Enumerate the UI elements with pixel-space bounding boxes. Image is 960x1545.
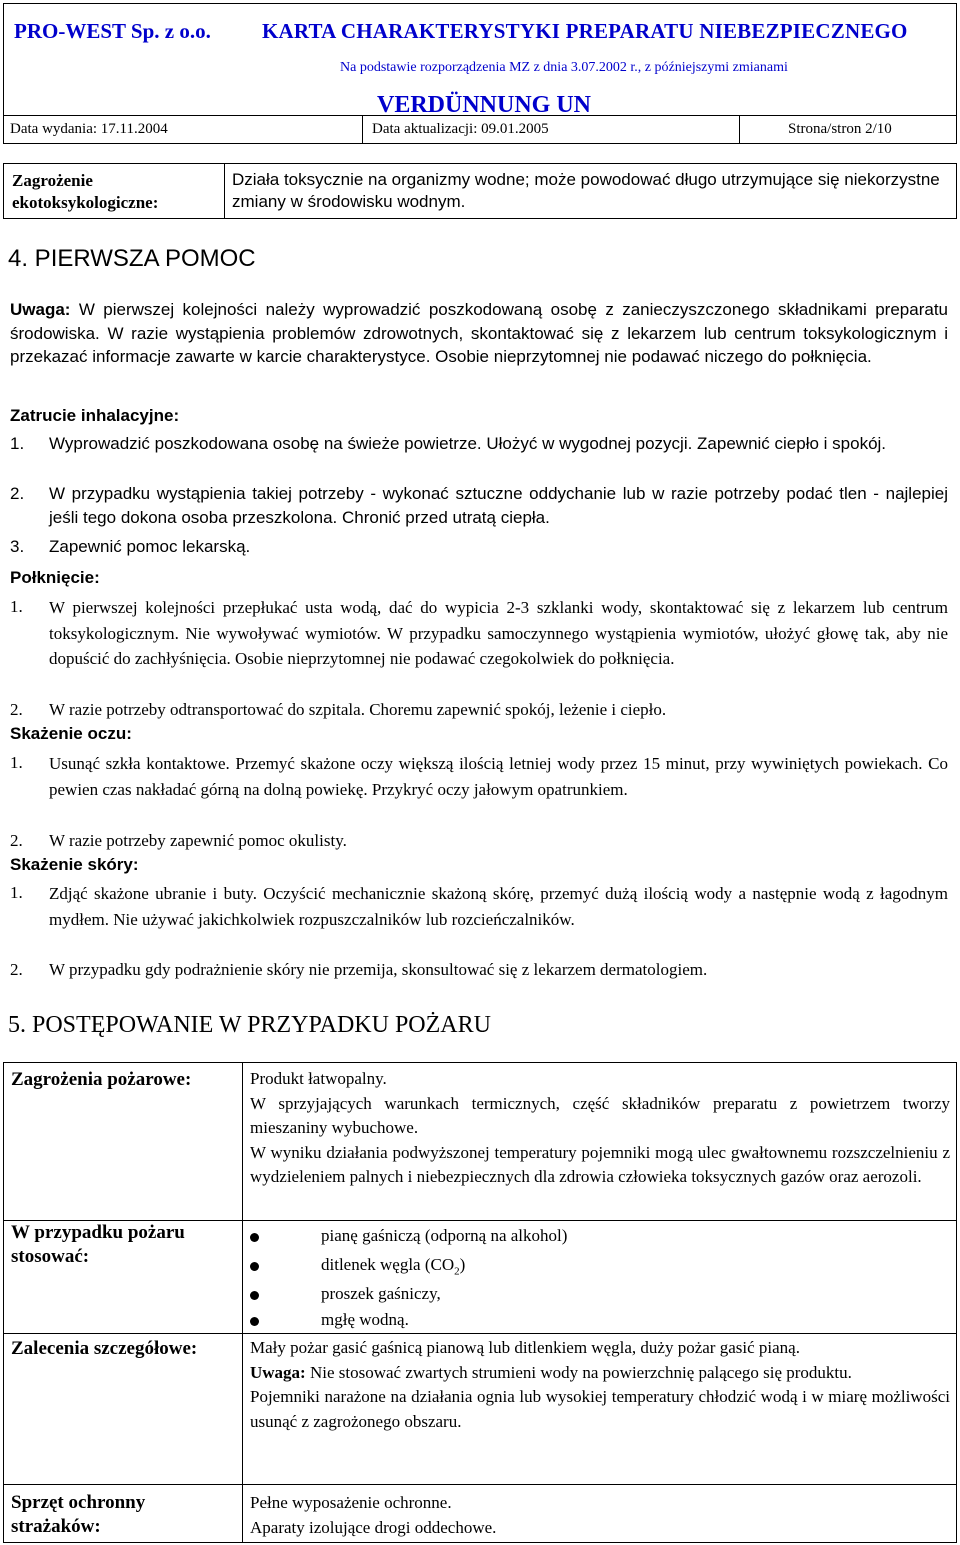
list-item bbox=[250, 1284, 940, 1308]
item-text: Wyprowadzić poszkodowana osobę na świeże powietrze. Ułożyć w wygodnej pozycji. Zapewnić ciepło i spokój. bbox=[49, 434, 887, 453]
item-number: 2. bbox=[10, 484, 25, 503]
item-text: W przypadku wystąpienia takiej potrzeby - wykonać sztuczne oddychanie lub w razie potrzeby podać tlen - najlepiej jeśli tego dokona osoba przeszkolona. Chronić przed utratą ciepła. bbox=[49, 484, 948, 527]
section-4-title: 4. PIERWSZA POMOC bbox=[8, 245, 256, 272]
extinguishing-media-label: W przypadku pożaru stosować: bbox=[11, 1222, 185, 1267]
product-name: VERDÜNNUNG UN bbox=[377, 92, 591, 118]
paragraph: Aparaty izolujące drogi oddechowe. bbox=[250, 1517, 497, 1537]
protective-equipment-label: Sprzęt ochronny strażaków: bbox=[11, 1492, 146, 1537]
subscript: 2 bbox=[454, 1265, 460, 1278]
item-text: W razie potrzeby odtransportować do szpitala. Choremu zapewnić spokój, leżenie i ciepło. bbox=[49, 700, 667, 719]
item-text: W razie potrzeby zapewnić pomoc okulisty. bbox=[49, 831, 347, 850]
paragraph: Produkt łatwopalny. bbox=[250, 1069, 387, 1088]
list-item bbox=[10, 535, 950, 559]
item-number: 1. bbox=[10, 883, 23, 902]
bullet-icon bbox=[250, 1262, 259, 1271]
note-text: W pierwszej kolejności należy wyprowadzić poszkodowaną osobę z zanieczyszczonego składnikami preparatu środowiska. W razie wystąpienia problemów zdrowotnych, skontaktować się z lekarzem lub centrum toksykologicznym i przekazać informacje zawarte w karcie charakterystyce. Osobie nieprzytomnej nie podawać niczego do połknięcia. bbox=[10, 300, 948, 366]
issue-date: Data wydania: 17.11.2004 bbox=[10, 121, 168, 137]
list-item bbox=[10, 958, 950, 982]
bullet-icon bbox=[250, 1291, 259, 1300]
list-item bbox=[250, 1310, 940, 1332]
paragraph: Pełne wyposażenie ochronne. bbox=[250, 1493, 452, 1512]
item-number: 2. bbox=[10, 700, 23, 719]
list-item bbox=[10, 881, 950, 956]
paragraph: Pojemniki narażone na działania ognia lub wysokiej temperatury chłodzić wodą i w miarę możliwości usunąć z zagrożonego obszaru. bbox=[250, 1387, 950, 1431]
section-5-title: 5. POSTĘPOWANIE W PRZYPADKU POŻARU bbox=[8, 1012, 491, 1038]
list-item bbox=[250, 1226, 940, 1250]
list-item bbox=[10, 751, 950, 826]
note-text: Nie stosować zwartych strumieni wody na powierzchnię palącego się produktu. bbox=[305, 1362, 852, 1382]
item-number: 2. bbox=[10, 960, 23, 979]
item-text: Usunąć szkła kontaktowe. Przemyć skażone oczy większą ilością letniej wody przez 15 minut, przy wywiniętych powiekach. Co pewien czas nakładać górną na dolną powiekę. Przykryć oczy jałowym opatrunkiem. bbox=[49, 754, 948, 799]
skin-heading: Skażenie skóry: bbox=[10, 855, 139, 874]
company-name: PRO-WEST Sp. z o.o. bbox=[14, 19, 211, 43]
list-item bbox=[10, 698, 950, 722]
page-number: Strona/stron 2/10 bbox=[788, 121, 892, 137]
item-text bbox=[321, 1255, 465, 1277]
divider bbox=[4, 1333, 956, 1334]
divider bbox=[224, 164, 225, 218]
fire-hazards-label: Zagrożenia pożarowe: bbox=[11, 1069, 192, 1090]
inhalation-heading: Zatrucie inhalacyjne: bbox=[10, 406, 180, 425]
header-meta-row bbox=[3, 116, 957, 144]
item-text: mgłę wodną. bbox=[321, 1310, 409, 1329]
divider bbox=[242, 1063, 243, 1542]
paragraph: W wyniku działania podwyższonej temperatury pojemniki mogą ulec gwałtownemu rozszczelnieniu z wydzieleniem palnych i niebezpiecznych dla zdrowia człowieka toksycznych gazów oraz aerozoli. bbox=[250, 1142, 950, 1186]
fire-hazards-value bbox=[250, 1067, 950, 1190]
ingestion-heading: Połknięcie: bbox=[10, 568, 100, 587]
item-text-part: ) bbox=[459, 1255, 466, 1274]
item-text: Zdjąć skażone ubranie i buty. Oczyścić mechanicznie skażoną skórę, przemyć dużą ilością wody a następnie wodą z łagodnym mydłem. Nie używać jakichkolwiek rozpuszczalników lub rozcieńczalników. bbox=[49, 884, 948, 929]
item-number: 2. bbox=[10, 831, 23, 850]
recommendations-value bbox=[250, 1336, 950, 1434]
list-item bbox=[10, 595, 950, 695]
paragraph bbox=[250, 1361, 950, 1386]
item-number: 1. bbox=[10, 597, 23, 616]
list-item bbox=[10, 432, 950, 480]
note-label: Uwaga: bbox=[250, 1362, 306, 1382]
document-header bbox=[3, 3, 957, 116]
item-text: pianę gaśniczą (odporną na alkohol) bbox=[321, 1226, 568, 1245]
item-text: W pierwszej kolejności przepłukać usta wodą, dać do wypicia 2-3 szklanki wody, skontaktować się z lekarzem lub centrum toksykologicznym. Nie wywoływać wymiotów. W przypadku samoczynnego wystąpienia wymiotów, ułożyć głowę tak, aby nie dopuścić do zachłyśnięcia. Osobie nieprzytomnej nie podawać czegokolwiek do połknięcia. bbox=[49, 598, 948, 668]
item-text: proszek gaśniczy, bbox=[321, 1284, 441, 1303]
first-aid-note bbox=[10, 298, 948, 369]
list-item bbox=[10, 482, 950, 530]
item-number: 1. bbox=[10, 753, 23, 772]
ecotox-hazard-value: Działa toksycznie na organizmy wodne; może powodować długo utrzymujące się niekorzystne zmiany w środowisku wodnym. bbox=[232, 170, 940, 211]
document-subtitle: Na podstawie rozporządzenia MZ z dnia 3.07.2002 r., z późniejszymi zmianami bbox=[340, 60, 788, 75]
item-number: 1. bbox=[10, 434, 25, 453]
list-item bbox=[10, 829, 950, 853]
item-number: 3. bbox=[10, 537, 25, 556]
item-text: Zapewnić pomoc lekarską. bbox=[49, 537, 251, 556]
divider bbox=[362, 116, 363, 143]
item-text-part: ditlenek węgla (CO bbox=[321, 1255, 455, 1274]
bullet-icon bbox=[250, 1317, 259, 1326]
document-title: KARTA CHARAKTERYSTYKI PREPARATU NIEBEZPIECZNEGO bbox=[262, 19, 908, 43]
paragraph: W sprzyjających warunkach termicznych, część składników preparatu z powietrzem tworzy mieszaniny wybuchowe. bbox=[250, 1093, 950, 1137]
divider bbox=[739, 116, 740, 143]
protective-equipment-value bbox=[250, 1491, 950, 1540]
bullet-icon bbox=[250, 1233, 259, 1242]
update-date: Data aktualizacji: 09.01.2005 bbox=[372, 121, 549, 137]
eyes-heading: Skażenie oczu: bbox=[10, 724, 132, 743]
ecotox-hazard-table bbox=[3, 163, 957, 219]
item-text: W przypadku gdy podrażnienie skóry nie przemija, skonsultować się z lekarzem dermatologiem. bbox=[49, 960, 708, 979]
list-item bbox=[250, 1255, 940, 1279]
note-label: Uwaga: bbox=[10, 300, 71, 319]
divider bbox=[4, 1484, 956, 1485]
fire-fighting-table bbox=[3, 1062, 957, 1543]
paragraph: Mały pożar gasić gaśnicą pianową lub ditlenkiem węgla, duży pożar gasić pianą. bbox=[250, 1338, 800, 1357]
recommendations-label: Zalecenia szczegółowe: bbox=[11, 1338, 198, 1359]
ecotox-hazard-label: Zagrożenie ekotoksykologiczne: bbox=[12, 171, 159, 212]
